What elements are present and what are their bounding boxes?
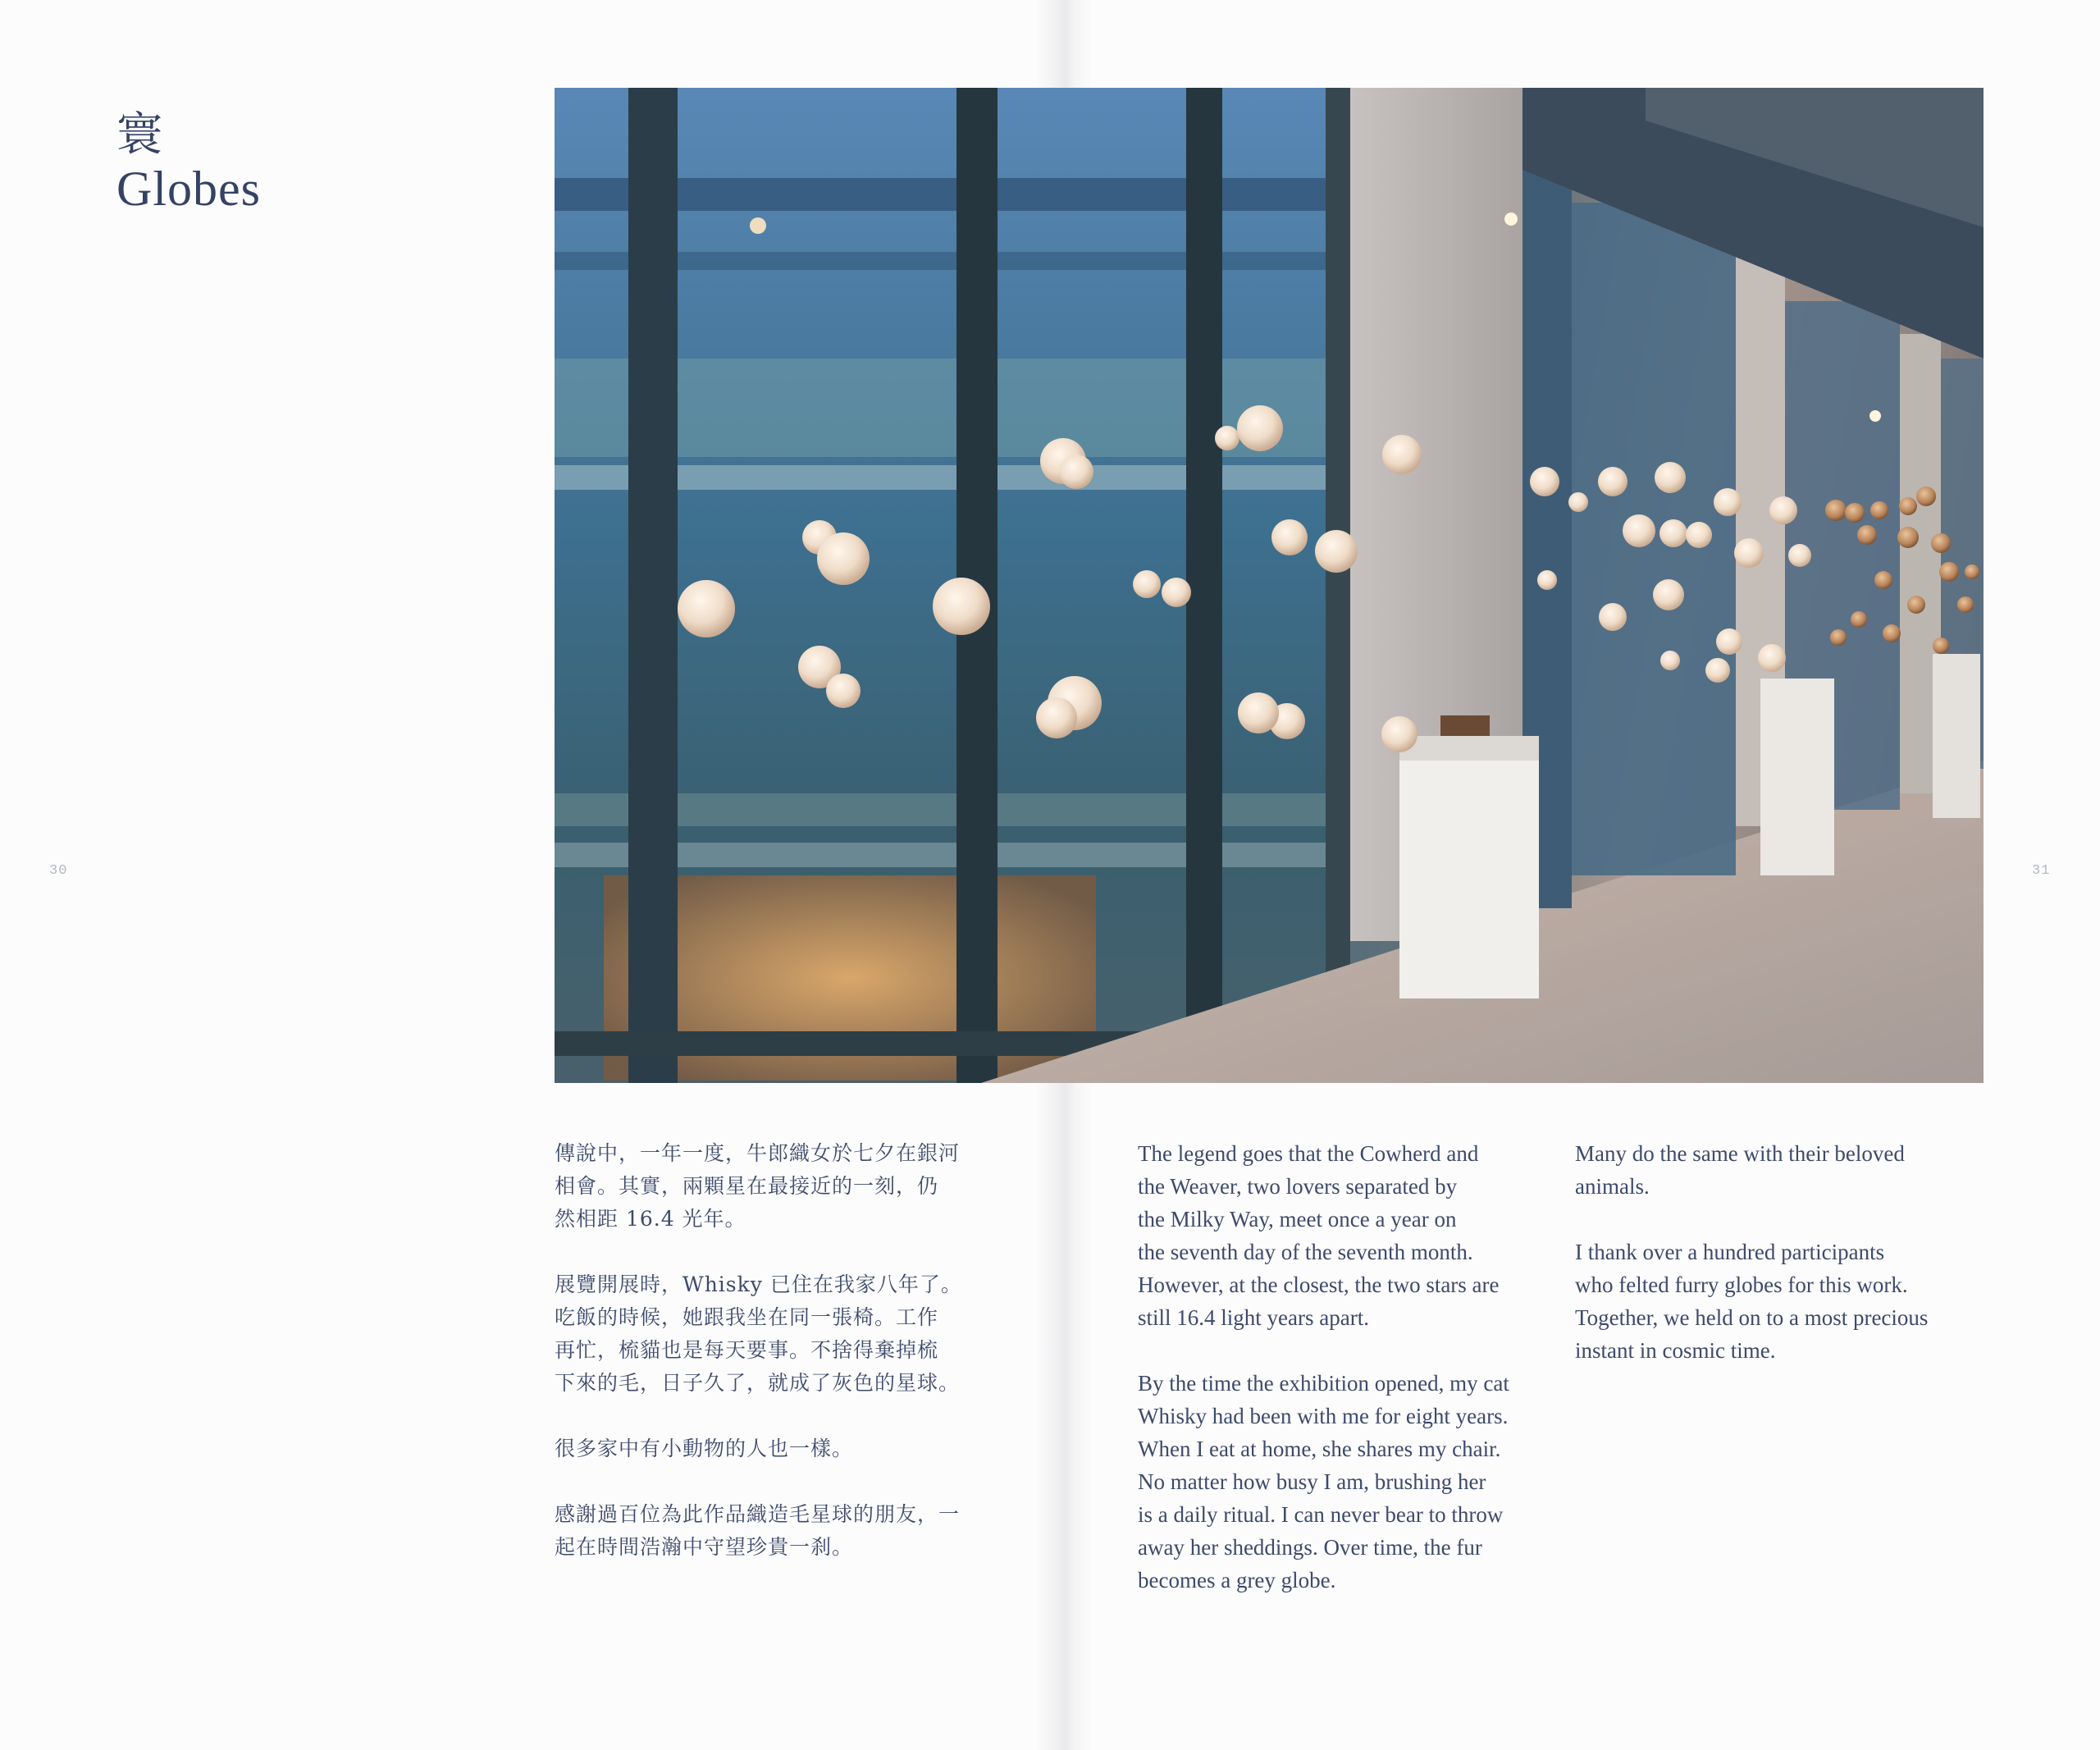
chinese-paragraph-2: 展覽開展時，Whisky 已住在我家八年了。 吃飯的時候，她跟我坐在同一張椅。工作 再忙，梳貓也是每天要事。不捨得棄掉梳 下來的毛，日子久了，就成了灰色的星球。: [555, 1273, 962, 1395]
chinese-body-text: [555, 1137, 981, 1597]
english-paragraph-4: I thank over a hundred participants who felted furry globes for this work. Together, we held on to a most precious instant in cosmic time.: [1575, 1240, 1929, 1363]
chinese-paragraph-1: 傳說中，一年一度，牛郎織女於七夕在銀河 相會。其實，兩顆星在最接近的一刻，仍 然相距 16.4 光年。: [555, 1141, 961, 1231]
installation-photo: [555, 88, 1984, 1083]
page-number-left: 30: [49, 863, 68, 879]
page-number-right: 31: [2032, 863, 2051, 879]
english-paragraph-1: The legend goes that the Cowherd and the Weaver, two lovers separated by the Milky Way, meet once a year on the seventh day of the seventh month. However, at the closest, the two stars are still 16.4 light years apart.: [1138, 1141, 1500, 1330]
chinese-paragraph-3: 很多家中有小動物的人也一樣。: [555, 1437, 854, 1460]
chinese-paragraph-4: 感謝過百位為此作品織造毛星球的朋友，一 起在時間浩瀚中守望珍貴一刹。: [555, 1502, 961, 1559]
english-body-text-column-2: [1575, 1137, 2002, 1400]
english-title: Globes: [116, 162, 261, 216]
english-paragraph-3: Many do the same with their beloved animals.: [1575, 1141, 1905, 1199]
chinese-title: 寰: [116, 108, 162, 162]
english-body-text-column-1: [1138, 1137, 1564, 1629]
english-paragraph-2: By the time the exhibition opened, my cat Whisky had been with me for eight years. When I eat at home, she shares my chair. No matter how busy I am, brushing her is a daily ritual. I can never bear to throw away her sheddings. Over time, the fur becomes a grey globe.: [1138, 1371, 1509, 1592]
